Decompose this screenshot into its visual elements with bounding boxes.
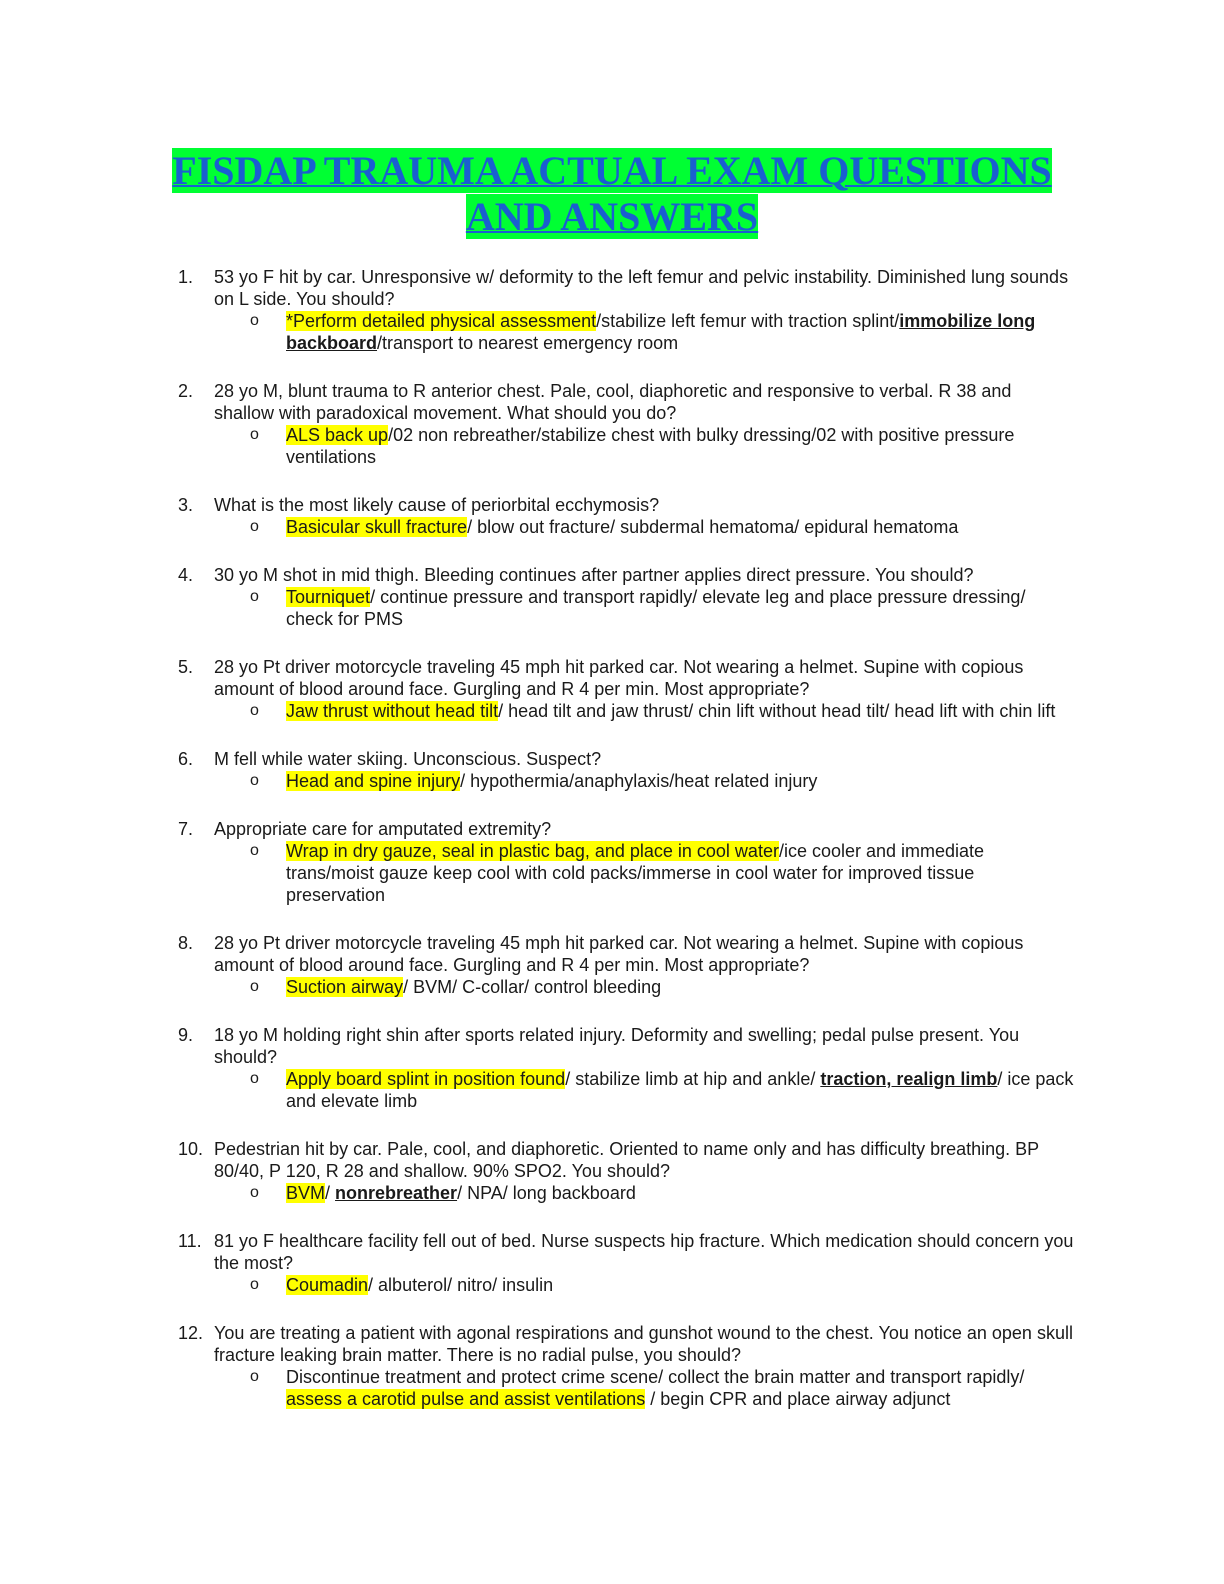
question-item: [178, 1024, 1078, 1112]
bullet-icon: o: [250, 1070, 259, 1087]
question-number: 8.: [178, 933, 194, 953]
bullet-icon: o: [250, 702, 259, 719]
answer-option-text: /: [325, 1183, 336, 1203]
answer-text: [286, 976, 1076, 998]
correct-answer-highlight: Suction airway: [286, 977, 404, 997]
question-item: [178, 380, 1078, 468]
answer-option-text: Discontinue treatment and protect crime scene/ collect the brain matter and transport rapidly/: [286, 1367, 1025, 1387]
question-item: [178, 494, 1078, 538]
answer-item: [214, 1274, 1078, 1296]
answer-text: [286, 1274, 1076, 1296]
bullet-icon: o: [250, 842, 259, 859]
question-number: 11.: [178, 1231, 202, 1251]
answer-item: [214, 1182, 1078, 1204]
question-number: 6.: [178, 749, 194, 769]
question-item: [178, 1322, 1078, 1410]
question-item: [178, 1230, 1078, 1296]
question-number: 5.: [178, 657, 194, 677]
question-text: 28 yo M, blunt trauma to R anterior chest. Pale, cool, diaphoretic and responsive to verbal. R 38 and shallow with paradoxical movement. What should you do?: [214, 381, 1012, 423]
bullet-icon: o: [250, 588, 259, 605]
answer-option-text: / hypothermia/anaphylaxis/heat related injury: [460, 771, 818, 791]
answer-option-text: / blow out fracture/ subdermal hematoma/ epidural hematoma: [467, 517, 959, 537]
correct-answer-highlight: ALS back up: [286, 425, 389, 445]
question-text: 53 yo F hit by car. Unresponsive w/ deformity to the left femur and pelvic instability. Diminished lung sounds on L side. You should?: [214, 267, 1069, 309]
answer-option-text: /transport to nearest emergency room: [377, 333, 679, 353]
answer-item: [214, 976, 1078, 998]
bullet-icon: o: [250, 518, 259, 535]
question-item: [178, 748, 1078, 792]
correct-answer-highlight: Tourniquet: [286, 587, 371, 607]
question-number: 2.: [178, 381, 194, 401]
answer-text: [286, 1068, 1076, 1112]
answer-option-text: /ice cooler and immediate trans/moist gauze keep cool with cold packs/immerse in cool water for improved tissue preservation: [286, 841, 985, 905]
answer-text: [286, 310, 1076, 354]
answer-text: [286, 424, 1076, 468]
question-number: 12.: [178, 1323, 204, 1343]
question-number: 1.: [178, 267, 194, 287]
question-number: 4.: [178, 565, 194, 585]
answer-item: [214, 770, 1078, 792]
question-text: Pedestrian hit by car. Pale, cool, and diaphoretic. Oriented to name only and has difficulty breathing. BP 80/40, P 120, R 28 and shallow. 90% SPO2. You should?: [214, 1139, 1039, 1181]
correct-answer-highlight: Jaw thrust without head tilt: [286, 701, 499, 721]
question-item: [178, 932, 1078, 998]
question-item: [178, 266, 1078, 354]
correct-answer-highlight: Basicular skull fracture: [286, 517, 468, 537]
bullet-icon: o: [250, 426, 259, 443]
bullet-icon: o: [250, 1368, 259, 1385]
question-number: 9.: [178, 1025, 194, 1045]
correct-answer-highlight: Wrap in dry gauze, seal in plastic bag, and place in cool water: [286, 841, 779, 861]
question-text: What is the most likely cause of periorbital ecchymosis?: [214, 495, 660, 515]
bullet-icon: o: [250, 772, 259, 789]
question-number: 7.: [178, 819, 194, 839]
question-number: 3.: [178, 495, 194, 515]
question-text: 18 yo M holding right shin after sports related injury. Deformity and swelling; pedal pulse present. You should?: [214, 1025, 1020, 1067]
answer-text: [286, 770, 1076, 792]
question-list: [178, 266, 1078, 1410]
correct-answer-highlight: Apply board splint in position found: [286, 1069, 566, 1089]
answer-option-text: / begin CPR and place airway adjunct: [645, 1389, 951, 1409]
answer-option-text: / ice pack and elevate limb: [286, 1069, 1074, 1111]
answer-option-text: / continue pressure and transport rapidly/ elevate leg and place pressure dressing/ check for PMS: [286, 587, 1026, 629]
answer-text: [286, 700, 1076, 722]
bullet-icon: o: [250, 1276, 259, 1293]
correct-answer-highlight: Head and spine injury: [286, 771, 461, 791]
question-number: 10.: [178, 1139, 204, 1159]
answer-option-text: / NPA/ long backboard: [457, 1183, 636, 1203]
answer-option-text: / head tilt and jaw thrust/ chin lift without head tilt/ head lift with chin lift: [498, 701, 1056, 721]
correct-answer-highlight: BVM: [286, 1183, 326, 1203]
question-item: [178, 818, 1078, 906]
question-text: 28 yo Pt driver motorcycle traveling 45 mph hit parked car. Not wearing a helmet. Supine with copious amount of blood around face. Gurgling and R 4 per min. Most appropriate?: [214, 933, 1024, 975]
answer-emphasis: traction, realign limb: [820, 1069, 998, 1089]
answer-text: [286, 1366, 1076, 1410]
answer-emphasis: immobilize long backboard: [286, 311, 1036, 353]
question-item: [178, 1138, 1078, 1204]
correct-answer-highlight: assess a carotid pulse and assist ventilations: [286, 1389, 646, 1409]
title-line-1: FISDAP TRAUMA ACTUAL EXAM QUESTIONS: [172, 148, 1052, 193]
question-text: 30 yo M shot in mid thigh. Bleeding continues after partner applies direct pressure. You should?: [214, 565, 974, 585]
question-item: [178, 656, 1078, 722]
answer-option-text: / BVM/ C-collar/ control bleeding: [403, 977, 662, 997]
answer-text: [286, 516, 1076, 538]
answer-option-text: / albuterol/ nitro/ insulin: [368, 1275, 554, 1295]
answer-text: [286, 840, 1076, 906]
answer-item: [214, 424, 1078, 468]
bullet-icon: o: [250, 978, 259, 995]
correct-answer-highlight: Coumadin: [286, 1275, 369, 1295]
correct-answer-highlight: *Perform detailed physical assessment: [286, 311, 597, 331]
answer-text: [286, 1182, 1076, 1204]
answer-emphasis: nonrebreather: [335, 1183, 458, 1203]
question-text: You are treating a patient with agonal respirations and gunshot wound to the chest. You notice an open skull fracture leaking brain matter. There is no radial pulse, you should?: [214, 1323, 1073, 1365]
answer-text: [286, 586, 1076, 630]
question-text: 28 yo Pt driver motorcycle traveling 45 mph hit parked car. Not wearing a helmet. Supine with copious amount of blood around face. Gurgling and R 4 per min. Most appropriate?: [214, 657, 1024, 699]
question-item: [178, 564, 1078, 630]
question-text: M fell while water skiing. Unconscious. Suspect?: [214, 749, 602, 769]
answer-item: [214, 516, 1078, 538]
answer-item: [214, 1366, 1078, 1410]
title-line-2: AND ANSWERS: [465, 194, 759, 239]
answer-item: [214, 310, 1078, 354]
document-title: [140, 148, 1084, 240]
question-text: 81 yo F healthcare facility fell out of bed. Nurse suspects hip fracture. Which medication should concern you the most?: [214, 1231, 1074, 1273]
answer-item: [214, 586, 1078, 630]
answer-option-text: / stabilize limb at hip and ankle/: [565, 1069, 821, 1089]
bullet-icon: o: [250, 1184, 259, 1201]
answer-option-text: /stabilize left femur with traction splint/: [596, 311, 900, 331]
answer-item: [214, 1068, 1078, 1112]
answer-option-text: /02 non rebreather/stabilize chest with bulky dressing/02 with positive pressure ventilations: [286, 425, 1015, 467]
answer-item: [214, 840, 1078, 906]
bullet-icon: o: [250, 312, 259, 329]
question-text: Appropriate care for amputated extremity?: [214, 819, 552, 839]
answer-item: [214, 700, 1078, 722]
